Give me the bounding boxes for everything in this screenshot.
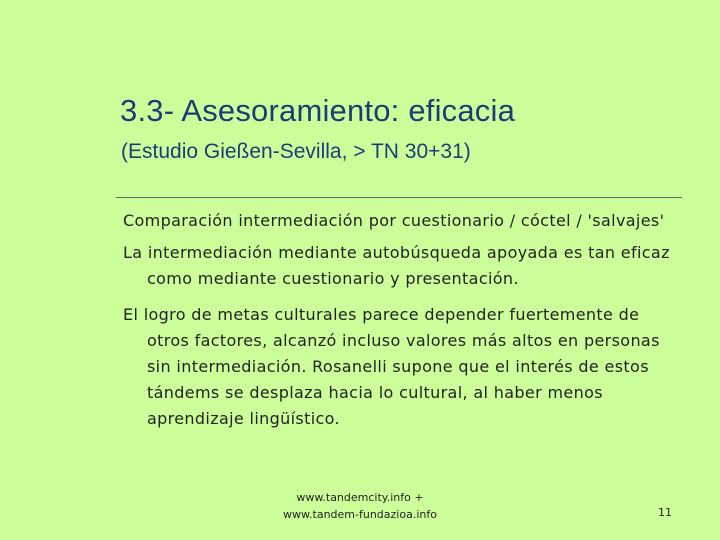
paragraph-comparison: Comparación intermediación por cuestionario / cóctel / 'salvajes' xyxy=(123,211,665,230)
slide-subtitle: (Estudio Gießen-Sevilla, > TN 30+31) xyxy=(121,140,471,163)
slide-title: 3.3- Asesoramiento: eficacia xyxy=(120,93,516,128)
slide-body xyxy=(123,208,683,438)
footer-link-fundazioa[interactable]: www.tandem-fundazioa.info xyxy=(283,508,437,521)
paragraph-cultural-goals: El logro de metas culturales parece depender fuertemente de otros factores, alcanzó incluso valores más altos en personas sin intermediación. Rosanelli supone que el interés de estos tándems se desplaza hacia lo cultural, al haber menos aprendizaje lingüístico. xyxy=(123,305,660,428)
footer-link-tandemcity[interactable]: www.tandemcity.info + xyxy=(296,491,424,504)
page-number: 11 xyxy=(658,506,672,519)
title-divider xyxy=(116,197,682,198)
slide-footer xyxy=(250,489,470,523)
paragraph-self-search: La intermediación mediante autobúsqueda apoyada es tan eficaz como mediante cuestionario y presentación. xyxy=(123,243,670,288)
